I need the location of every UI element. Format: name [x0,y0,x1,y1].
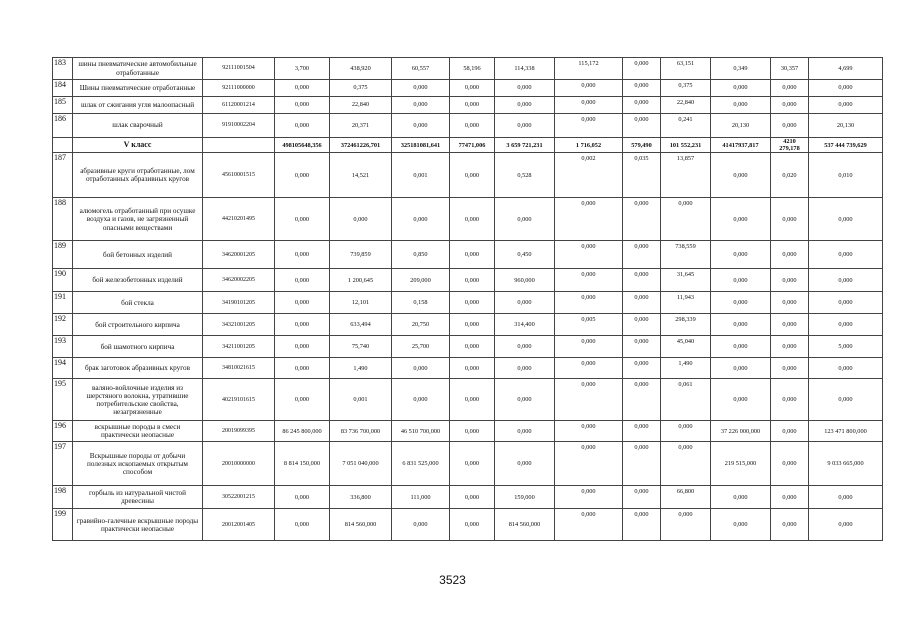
waste-name: бой стекла [73,292,203,314]
value-c6: 0,000 [555,358,623,379]
value-c6: 0,000 [555,379,623,421]
fkko-code: 34620002205 [203,269,275,292]
value-c2: 336,800 [330,486,392,509]
value-c9: 0,349 [711,58,771,80]
value-c7: 0,000 [623,58,661,80]
value-c1: 0,000 [275,358,330,379]
waste-name: бой бетонных изделий [73,241,203,269]
value-c4: 0,000 [450,358,495,379]
fkko-code: 20012001405 [203,509,275,541]
fkko-code: 61120001214 [203,97,275,114]
value-c3: 111,000 [392,486,450,509]
value-c1: 0,000 [275,336,330,358]
value-c8: 66,800 [661,486,711,509]
value-c3: 0,000 [392,80,450,97]
value-c4: 0,000 [450,336,495,358]
value-c4: 0,000 [450,198,495,241]
value-c2: 22,840 [330,97,392,114]
value-c6: 0,000 [555,80,623,97]
waste-name: бой железобетонных изделий [73,269,203,292]
table-row [53,80,883,97]
value-c3: 0,000 [392,509,450,541]
value-c9: 0,000 [711,97,771,114]
value-c11: 0,000 [809,509,883,541]
value-c11: 0,000 [809,241,883,269]
value-c9: 0,000 [711,269,771,292]
value-c1: 3,700 [275,58,330,80]
value-c8: 0,000 [661,509,711,541]
value-c9: 0,000 [711,379,771,421]
value-c2: 0,000 [330,198,392,241]
value-c10: 0,000 [771,509,809,541]
table-row [53,421,883,442]
table-row [53,241,883,269]
value-c9: 37 226 000,000 [711,421,771,442]
fkko-code: 92111001504 [203,58,275,80]
value-c1: 86 245 800,000 [275,421,330,442]
value-c3: 6 831 525,000 [392,442,450,486]
value-c10: 0,000 [771,486,809,509]
value-c9: 0,000 [711,292,771,314]
row-number: 183 [53,58,73,80]
value-c1: 0,000 [275,97,330,114]
row-number: 185 [53,97,73,114]
value-c7: 0,000 [623,509,661,541]
waste-name: V класс [73,138,203,153]
value-c10: 0,000 [771,442,809,486]
value-c3: 0,850 [392,241,450,269]
waste-name: шины пневматические автомобильные отработанные [73,58,203,80]
value-c10: 0,000 [771,379,809,421]
fkko-code: 20010000000 [203,442,275,486]
value-c7: 0,000 [623,421,661,442]
value-c7: 0,000 [623,358,661,379]
value-c2: 14,521 [330,153,392,198]
fkko-code: 45610001515 [203,153,275,198]
value-c4: 0,000 [450,97,495,114]
value-c5: 0,000 [495,336,555,358]
row-number: 199 [53,509,73,541]
value-c7: 0,000 [623,114,661,138]
value-c5: 159,000 [495,486,555,509]
value-c6: 0,005 [555,314,623,336]
waste-name: Вскрышные породы от добычи полезных ископаемых открытым способом [73,442,203,486]
value-c11: 0,000 [809,269,883,292]
value-c5: 0,000 [495,97,555,114]
class-summary-row [53,138,883,153]
value-c9: 0,000 [711,486,771,509]
value-c6: 1 716,052 [555,138,623,153]
value-c8: 1,490 [661,358,711,379]
waste-name: Шины пневматические отработанные [73,80,203,97]
value-c6: 0,000 [555,114,623,138]
value-c10: 0,000 [771,80,809,97]
value-c7: 0,000 [623,379,661,421]
value-c2: 20,371 [330,114,392,138]
table-row [53,314,883,336]
value-c5: 0,000 [495,442,555,486]
fkko-code: 92111000000 [203,80,275,97]
value-c11: 0,000 [809,97,883,114]
value-c2: 0,001 [330,379,392,421]
value-c3: 325181081,641 [392,138,450,153]
table-row [53,114,883,138]
value-c8: 13,857 [661,153,711,198]
fkko-code: 34321001205 [203,314,275,336]
table-row [53,509,883,541]
value-c8: 101 552,231 [661,138,711,153]
table-row [53,358,883,379]
value-c3: 46 510 700,000 [392,421,450,442]
value-c6: 0,000 [555,198,623,241]
table-row [53,153,883,198]
value-c4: 0,000 [450,241,495,269]
value-c3: 0,000 [392,198,450,241]
value-c6: 0,000 [555,292,623,314]
value-c4: 0,000 [450,486,495,509]
value-c2: 633,494 [330,314,392,336]
value-c1: 8 814 150,000 [275,442,330,486]
table-row [53,198,883,241]
value-c4: 0,000 [450,314,495,336]
value-c1: 0,000 [275,509,330,541]
value-c5: 0,000 [495,80,555,97]
value-c2: 1 200,645 [330,269,392,292]
value-c7: 0,000 [623,198,661,241]
value-c7: 0,000 [623,314,661,336]
value-c6: 0,000 [555,269,623,292]
waste-name: гравийно-галечные вскрышные породы практически неопасные [73,509,203,541]
value-c10: 4210 279,178 [771,138,809,153]
value-c9: 41417937,817 [711,138,771,153]
value-c7: 0,000 [623,486,661,509]
value-c2: 814 560,000 [330,509,392,541]
value-c11: 537 444 739,629 [809,138,883,153]
value-c4: 58,196 [450,58,495,80]
row-number: 196 [53,421,73,442]
value-c7: 0,000 [623,442,661,486]
value-c4: 0,000 [450,269,495,292]
row-number: 188 [53,198,73,241]
value-c11: 20,130 [809,114,883,138]
row-number: 198 [53,486,73,509]
fkko-code: 44210201495 [203,198,275,241]
row-number: 184 [53,80,73,97]
value-c9: 0,000 [711,198,771,241]
value-c11: 0,000 [809,80,883,97]
value-c9: 0,000 [711,80,771,97]
value-c1: 0,000 [275,198,330,241]
value-c4: 0,000 [450,153,495,198]
waste-name: вскрышные породы в смеси практически неопасные [73,421,203,442]
value-c3: 0,158 [392,292,450,314]
fkko-code: 34190101205 [203,292,275,314]
table-row [53,292,883,314]
value-c10: 0,000 [771,292,809,314]
row-number: 189 [53,241,73,269]
value-c5: 3 659 721,231 [495,138,555,153]
value-c5: 114,338 [495,58,555,80]
value-c7: 0,000 [623,80,661,97]
fkko-code: 40219101615 [203,379,275,421]
value-c9: 20,130 [711,114,771,138]
value-c1: 0,000 [275,314,330,336]
value-c9: 0,000 [711,153,771,198]
table-row [53,442,883,486]
value-c1: 0,000 [275,269,330,292]
value-c2: 0,375 [330,80,392,97]
value-c11: 9 033 665,000 [809,442,883,486]
value-c6: 0,000 [555,336,623,358]
value-c5: 0,000 [495,292,555,314]
value-c10: 0,000 [771,241,809,269]
value-c3: 0,000 [392,97,450,114]
value-c10: 0,000 [771,358,809,379]
value-c6: 0,000 [555,442,623,486]
value-c7: 0,000 [623,97,661,114]
row-number: 192 [53,314,73,336]
value-c2: 438,920 [330,58,392,80]
value-c6: 0,000 [555,486,623,509]
value-c9: 219 515,000 [711,442,771,486]
waste-data-table [52,57,883,541]
value-c6: 0,000 [555,421,623,442]
value-c4: 77471,006 [450,138,495,153]
value-c8: 0,375 [661,80,711,97]
value-c2: 372461226,701 [330,138,392,153]
value-c5: 814 560,000 [495,509,555,541]
value-c10: 0,000 [771,198,809,241]
value-c5: 0,000 [495,358,555,379]
value-c7: 0,035 [623,153,661,198]
value-c3: 209,000 [392,269,450,292]
waste-name: бой строительного кирпича [73,314,203,336]
value-c10: 0,000 [771,269,809,292]
value-c3: 0,001 [392,153,450,198]
value-c2: 739,859 [330,241,392,269]
value-c11: 0,000 [809,292,883,314]
value-c3: 0,000 [392,114,450,138]
row-number: 193 [53,336,73,358]
fkko-code: 91910002204 [203,114,275,138]
page-number: 3523 [439,573,466,587]
value-c2: 75,740 [330,336,392,358]
value-c6: 0,000 [555,241,623,269]
value-c8: 0,061 [661,379,711,421]
value-c10: 0,000 [771,421,809,442]
value-c1: 0,000 [275,486,330,509]
value-c11: 0,000 [809,358,883,379]
table-row [53,269,883,292]
value-c8: 0,000 [661,442,711,486]
value-c9: 0,000 [711,358,771,379]
value-c4: 0,000 [450,292,495,314]
value-c4: 0,000 [450,379,495,421]
value-c9: 0,000 [711,314,771,336]
value-c9: 0,000 [711,241,771,269]
waste-name: шлак сварочный [73,114,203,138]
value-c4: 0,000 [450,114,495,138]
table-row [53,486,883,509]
table-row [53,58,883,80]
value-c5: 0,000 [495,421,555,442]
value-c8: 738,559 [661,241,711,269]
value-c6: 0,000 [555,509,623,541]
value-c11: 5,000 [809,336,883,358]
fkko-code: 34810021615 [203,358,275,379]
waste-name: брак заготовок абразивных кругов [73,358,203,379]
fkko-code: 30522001215 [203,486,275,509]
value-c11: 123 471 800,000 [809,421,883,442]
value-c8: 298,339 [661,314,711,336]
fkko-code: 20019099395 [203,421,275,442]
value-c5: 960,000 [495,269,555,292]
table-body [53,58,883,541]
value-c2: 7 051 040,000 [330,442,392,486]
row-number: 194 [53,358,73,379]
row-number: 197 [53,442,73,486]
value-c11: 4,699 [809,58,883,80]
waste-name: бой шамотного кирпича [73,336,203,358]
value-c5: 0,528 [495,153,555,198]
value-c6: 0,000 [555,97,623,114]
value-c1: 0,000 [275,379,330,421]
value-c4: 0,000 [450,509,495,541]
waste-name: горбыль из натуральной чистой древесины [73,486,203,509]
row-number: 191 [53,292,73,314]
value-c11: 0,010 [809,153,883,198]
value-c11: 0,000 [809,314,883,336]
value-c11: 0,000 [809,198,883,241]
row-number: 186 [53,114,73,138]
value-c7: 0,000 [623,241,661,269]
value-c8: 0,241 [661,114,711,138]
value-c2: 1,490 [330,358,392,379]
value-c3: 0,000 [392,358,450,379]
value-c10: 0,000 [771,336,809,358]
row-number: 190 [53,269,73,292]
value-c8: 11,943 [661,292,711,314]
value-c1: 0,000 [275,80,330,97]
value-c10: 0,020 [771,153,809,198]
value-c3: 0,000 [392,379,450,421]
row-number: 187 [53,153,73,198]
value-c4: 0,000 [450,442,495,486]
value-c4: 0,000 [450,421,495,442]
value-c3: 20,750 [392,314,450,336]
waste-name: шлак от сжигания угля малоопасный [73,97,203,114]
value-c9: 0,000 [711,509,771,541]
value-c8: 31,645 [661,269,711,292]
value-c2: 83 736 700,000 [330,421,392,442]
value-c7: 0,000 [623,292,661,314]
waste-name: валяно-войлочные изделия из шерстяного волокна, утратившие потребительские свойства, незагрязненные [73,379,203,421]
value-c1: 0,000 [275,241,330,269]
table-row [53,379,883,421]
value-c6: 115,172 [555,58,623,80]
value-c2: 12,101 [330,292,392,314]
waste-name: алюмогель отработанный при осушке воздуха и газов, не загрязненный опасными веществами [73,198,203,241]
value-c10: 0,000 [771,314,809,336]
value-c10: 30,357 [771,58,809,80]
value-c5: 0,000 [495,379,555,421]
value-c1: 0,000 [275,153,330,198]
value-c8: 63,151 [661,58,711,80]
value-c7: 0,000 [623,336,661,358]
value-c8: 0,000 [661,421,711,442]
value-c5: 314,400 [495,314,555,336]
fkko-code: 34620001205 [203,241,275,269]
value-c8: 22,840 [661,97,711,114]
value-c3: 25,700 [392,336,450,358]
value-c11: 0,000 [809,379,883,421]
value-c6: 0,002 [555,153,623,198]
value-c9: 0,000 [711,336,771,358]
table-row [53,97,883,114]
value-c1: 0,000 [275,114,330,138]
value-c5: 0,000 [495,198,555,241]
value-c11: 0,000 [809,486,883,509]
row-number [53,138,73,153]
value-c7: 0,000 [623,269,661,292]
value-c4: 0,000 [450,80,495,97]
value-c8: 45,040 [661,336,711,358]
value-c10: 0,000 [771,97,809,114]
value-c5: 0,450 [495,241,555,269]
value-c10: 0,000 [771,114,809,138]
value-c1: 0,000 [275,292,330,314]
value-c3: 60,557 [392,58,450,80]
value-c5: 0,000 [495,114,555,138]
value-c1: 498105648,356 [275,138,330,153]
fkko-code: 34211001205 [203,336,275,358]
value-c8: 0,000 [661,198,711,241]
fkko-code [203,138,275,153]
value-c7: 579,490 [623,138,661,153]
row-number: 195 [53,379,73,421]
waste-name: абразивные круги отработанные, лом отработанных абразивных кругов [73,153,203,198]
table-row [53,336,883,358]
